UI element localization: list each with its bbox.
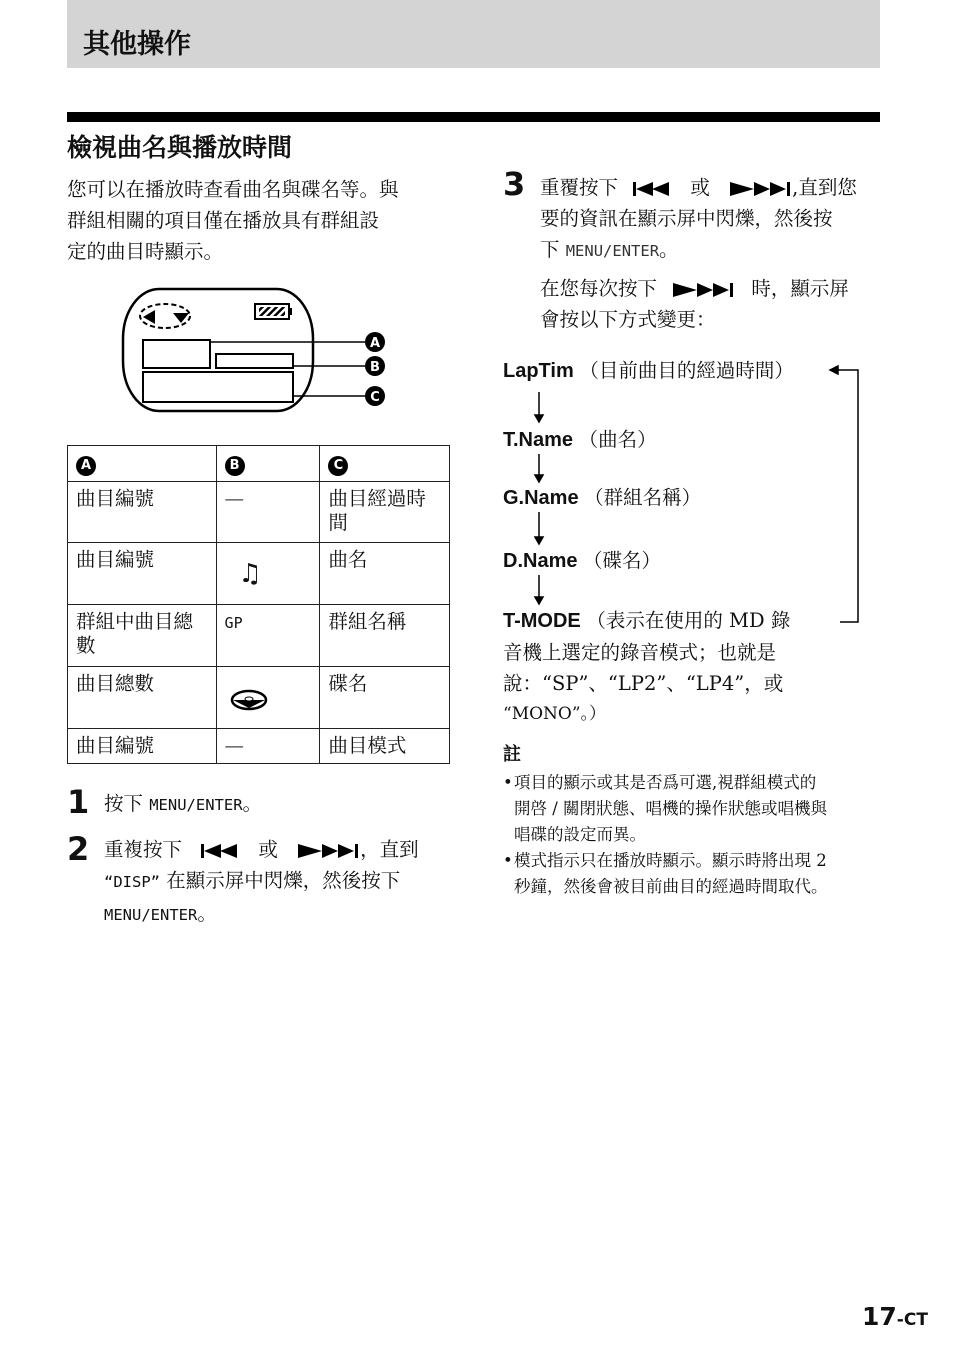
flow-desc: 說：“SP”、“LP2”、“LP4”，或: [503, 672, 784, 695]
display-items-table: [67, 445, 450, 764]
table-cell: 曲目模式: [320, 729, 450, 764]
area-b: [216, 354, 293, 368]
table-header-row: [68, 446, 450, 482]
next-track-icon: [730, 180, 792, 198]
step-1-text-c: 。: [242, 792, 263, 815]
step-3-number: 3: [503, 165, 526, 203]
step-3-text-a: 重覆按下: [540, 176, 619, 199]
battery-tip: [289, 308, 292, 315]
step-2-number: 2: [67, 830, 90, 868]
step-3-line4: [540, 273, 885, 304]
flow-desc: （群組名稱）: [584, 486, 702, 509]
step-3-text: [540, 172, 885, 335]
table-cell: [216, 605, 320, 667]
note-line: 模式指示只在播放時顯示。顯示時將出現 2: [514, 851, 827, 870]
flow-desc: （目前曲目的經過時間）: [579, 359, 794, 382]
gp-label: GP: [224, 614, 243, 632]
notes-title: 註: [503, 744, 521, 765]
note-line: 唱碟的設定而異。: [514, 825, 646, 844]
table-row: [68, 729, 450, 764]
step-3-text-e: 在您每次按下: [540, 277, 658, 300]
step-3-line3: [540, 234, 885, 267]
flow-loop-head: [830, 366, 838, 374]
step-2-or: 或: [258, 838, 278, 861]
note-line: 開啓 / 關閉狀態、唱機的操作狀態或唱機與: [514, 799, 828, 818]
bullet: •: [503, 851, 513, 870]
menu-enter-label: MENU/ENTER: [565, 242, 660, 260]
header-title: 其他操作: [83, 29, 191, 60]
callout-c: C: [370, 390, 380, 405]
menu-enter-label: MENU/ENTER: [104, 906, 198, 924]
page-number-suffix: -CT: [896, 1310, 928, 1330]
flow-name: G.Name: [503, 487, 579, 509]
flow-name: LapTim: [503, 360, 574, 382]
next-track-icon: [298, 842, 360, 860]
step-1-text-a: 按下: [104, 792, 144, 815]
header-a: A: [76, 456, 96, 476]
intro-line: 群組相關的項目僅在播放具有群組設: [67, 209, 380, 232]
prev-track-icon: [200, 842, 242, 860]
flow-arrow-head: [535, 475, 543, 482]
page-number-value: 17: [862, 1302, 897, 1331]
flow-desc: （碟名）: [583, 549, 662, 572]
flow-loop-line: [835, 370, 858, 622]
area-c: [143, 372, 293, 402]
table-cell: 曲目經過時間: [320, 482, 450, 543]
table-row: [68, 543, 450, 605]
battery-level: [259, 307, 285, 316]
table-cell: 群組名稱: [320, 605, 450, 667]
table-cell: 曲目編號: [68, 482, 217, 543]
step-3-line5: 會按以下方式變更：: [540, 308, 716, 331]
header-cell: [216, 446, 320, 482]
header-cell: [68, 446, 217, 482]
step-3-text-d: 。: [659, 238, 679, 261]
note-line: 秒鐘，然後會被目前曲目的經過時間取代。: [514, 877, 828, 896]
table-cell: —: [216, 482, 320, 543]
step-2-line3: [104, 898, 454, 931]
table-cell: 群組中曲目總數: [68, 605, 217, 667]
flow-arrows: [525, 360, 865, 630]
note-item: [503, 848, 883, 900]
table-cell: [216, 667, 320, 729]
menu-enter-label: MENU/ENTER: [149, 796, 243, 814]
step-2-text-d: 。: [197, 902, 217, 925]
note-item: [503, 770, 883, 848]
note-line: 項目的顯示或其是否爲可選,視群組模式的: [514, 773, 817, 792]
flow-desc: 音機上選定的錄音模式；也就是: [503, 641, 777, 664]
group-down-arrow: [173, 313, 189, 323]
callout-a: A: [369, 336, 381, 351]
flow-name: D.Name: [503, 550, 578, 572]
table-row: [68, 667, 450, 729]
bullet: •: [503, 773, 513, 792]
prev-track-icon: [632, 180, 674, 198]
step-2-line1: [104, 834, 454, 865]
step-3-text-b: ,直到您: [792, 176, 857, 199]
music-note-icon: ♫: [238, 559, 262, 589]
section-rule: [67, 112, 880, 122]
flow-desc: （曲名）: [578, 428, 657, 451]
step-2-text-b: ，直到: [360, 838, 419, 861]
step-3-line1: [540, 172, 885, 203]
notes-list: [503, 770, 883, 900]
area-a: [143, 340, 210, 368]
table-cell: 碟名: [320, 667, 450, 729]
intro-line: 定的曲目時顯示。: [67, 240, 224, 263]
step-2-line2: [104, 865, 454, 898]
disp-label: “DISP”: [104, 873, 160, 891]
header-b: B: [225, 456, 245, 476]
step-1-text: [104, 788, 262, 821]
table-row: [68, 482, 450, 543]
section-title: 檢視曲名與播放時間: [67, 133, 293, 162]
flow-name: T.Name: [503, 429, 574, 451]
step-2-text-c: 在顯示屏中閃爍，然後按下: [166, 869, 401, 892]
table-cell: 曲名: [320, 543, 450, 605]
flow-arrow-head: [535, 415, 543, 422]
step-3-or: 或: [690, 176, 710, 199]
step-3-text-f: 時，顯示屏: [751, 277, 849, 300]
table-cell: 曲目編號: [68, 729, 217, 764]
flow-desc: （表示在使用的 MD 錄: [586, 609, 791, 632]
table-cell: 曲目總數: [68, 667, 217, 729]
callout-b: B: [370, 360, 380, 375]
header-cell: [320, 446, 450, 482]
step-3-text-c: 下: [540, 238, 560, 261]
table-row: [68, 605, 450, 667]
header-c: C: [328, 456, 348, 476]
flow-name: T-MODE: [503, 610, 581, 632]
step-2-text: [104, 834, 454, 931]
flow-arrow-head: [535, 597, 543, 604]
next-track-icon: [673, 281, 735, 299]
intro-line: 您可以在播放時查看曲名與碟名等。與: [67, 178, 399, 201]
table-cell: —: [216, 729, 320, 764]
step-2-text-a: 重複按下: [104, 838, 183, 861]
header-band: [67, 0, 880, 68]
page-number: [862, 1302, 928, 1331]
table-cell: 曲目編號: [68, 543, 217, 605]
step-3-line2: 要的資訊在顯示屏中閃爍，然後按: [540, 207, 833, 230]
step-1-number: 1: [67, 783, 90, 821]
flow-arrow-head: [535, 537, 543, 544]
intro-text: [67, 174, 452, 267]
display-diagram: [115, 283, 395, 423]
disc-icon: [229, 686, 269, 716]
flow-desc: “MONO”。）: [503, 704, 607, 724]
table-cell: [216, 543, 320, 605]
